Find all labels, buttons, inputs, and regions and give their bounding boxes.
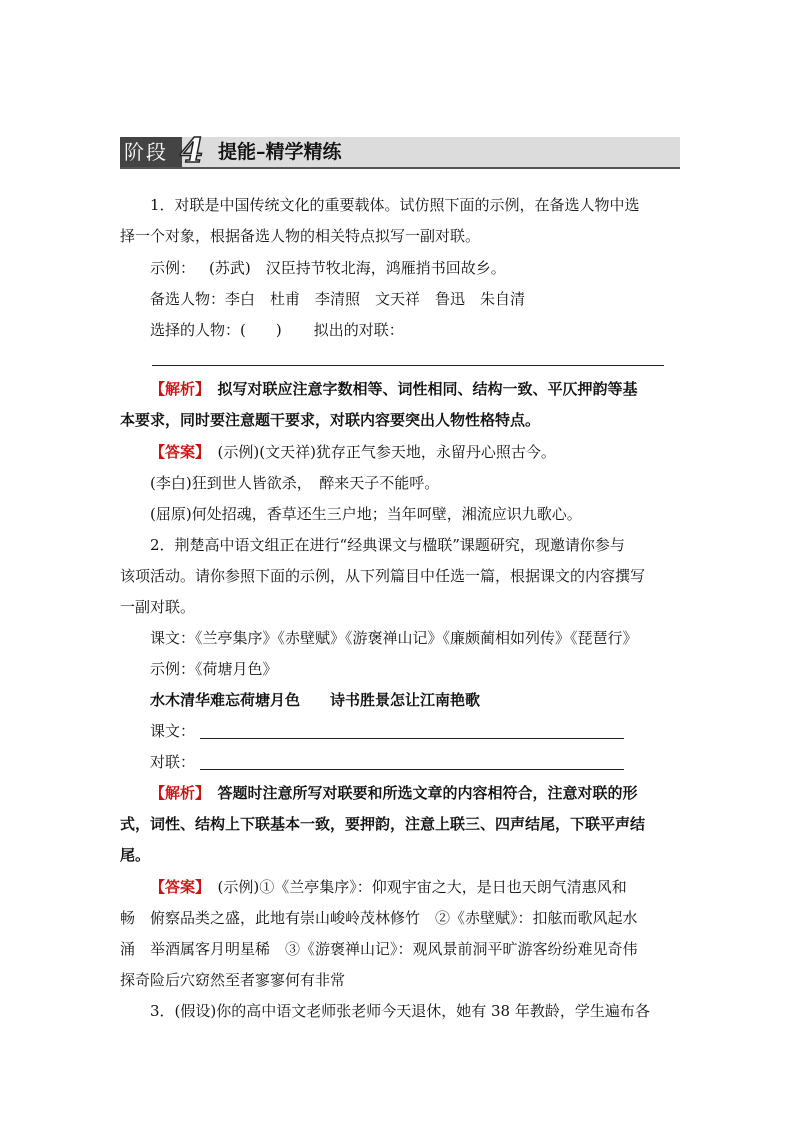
q2-analysis-line-2: 式，词性、结构上下联基本一致，要押韵，注意上联三、四声结尾，下联平声结 [120,815,646,833]
q2-line-1: 2．荆楚高中语文组正在进行“经典课文与楹联”课题研究，现邀请你参与 [150,536,625,554]
q1-chosen-person: 选择的人物：( ) [150,321,282,339]
q2-answer-text: (示例)①《兰亭集序》：仰观宇宙之大，是日也天朗气清惠风和 [202,878,627,896]
q1-line-2: 择一个对象，根据备选人物的相关特点拟写一副对联。 [120,227,481,245]
q1-answer-prompt [150,320,680,340]
q1-line-1: 1．对联是中国传统文化的重要载体。试仿照下面的示例，在备选人物中选 [150,196,640,214]
q2-example-label: 示例：《荷塘月色》 [150,660,278,678]
q1-example-text: (苏武) 汉臣持节牧北海，鸿雁捎书回故乡。 [209,259,506,277]
q2-line-3: 一副对联。 [120,598,196,616]
q2-answer-line-2: 畅 俯察品类之盛，此地有崇山峻岭茂林修竹 ②《赤壁赋》：扣舷而歌风起水 [120,909,638,927]
q1-example [150,258,680,278]
section-banner [120,131,680,171]
q1-analysis-line-1 [150,379,680,399]
q2-text-field-label: 课文： [150,722,196,740]
q2-couplet-field-label: 对联： [150,753,196,771]
q1-candidates [150,289,680,309]
q1-answer-line-3: (屈原)何处招魂，香草还生三户地；当年呵壁，湘流应识九歌心。 [150,505,582,523]
q2-text-blank [200,738,624,739]
q1-answer-line-2: (李白)狂到世人皆欲杀， 醉来天子不能呼。 [150,474,440,492]
q2-answer-line-3: 涌 举酒属客月明星稀 ③《游褒禅山记》：观风景前洞平旷游客纷纷难见奇伟 [120,940,638,958]
q3-line-1: 3．(假设)你的高中语文老师张老师今天退休，她有 38 年教龄，学生遍布各 [150,1002,650,1020]
q1-answer-text: (示例)(文天祥)犹存正气参天地，永留丹心照古今。 [202,443,556,461]
q1-example-label: 示例： [150,259,196,277]
q1-answer-line-1 [150,442,680,462]
q2-example-couplet: 水木清华难忘荷塘月色 诗书胜景怎让江南艳歌 [150,691,481,709]
q2-analysis-line-1 [150,783,680,803]
q1-analysis-line-2: 本要求，同时要注意题干要求，对联内容要突出人物性格特点。 [120,411,541,429]
q2-answer-line-1 [150,877,680,897]
q2-line-2: 该项活动。请你参照下面的示例，从下列篇目中任选一篇，根据课文的内容撰写 [120,567,646,585]
analysis-tag: 【解析】 [150,380,203,398]
q2-answer-line-4: 探奇险后穴窈然至者寥寥何有非常 [120,971,346,989]
q1-couplet-prompt: 拟出的对联： [313,321,404,339]
q1-candidates-label: 备选人物： [150,290,226,308]
answer-tag: 【答案】 [150,443,203,461]
banner-stage-number: 4 [180,131,204,171]
q1-candidates-list: 李白 杜甫 李清照 文天祥 鲁迅 朱自清 [225,290,526,308]
banner-title: 提能–精学精练 [218,141,342,163]
q1-analysis-text: 拟写对联应注意字数相等、词性相同、结构一致、平仄押韵等基 [202,380,638,398]
banner-stage-label: 阶段 [120,137,182,167]
q2-texts: 课文：《兰亭集序》《赤壁赋》《游褒禅山记》《廉颇蔺相如列传》《琵琶行》 [150,629,638,647]
q2-analysis-line-3: 尾。 [120,846,151,864]
q1-answer-blank [152,365,664,366]
analysis-tag: 【解析】 [150,784,203,802]
answer-tag: 【答案】 [150,878,203,896]
q2-analysis-text: 答题时注意所写对联要和所选文章的内容相符合，注意对联的形 [202,784,638,802]
q2-couplet-blank [200,769,624,770]
